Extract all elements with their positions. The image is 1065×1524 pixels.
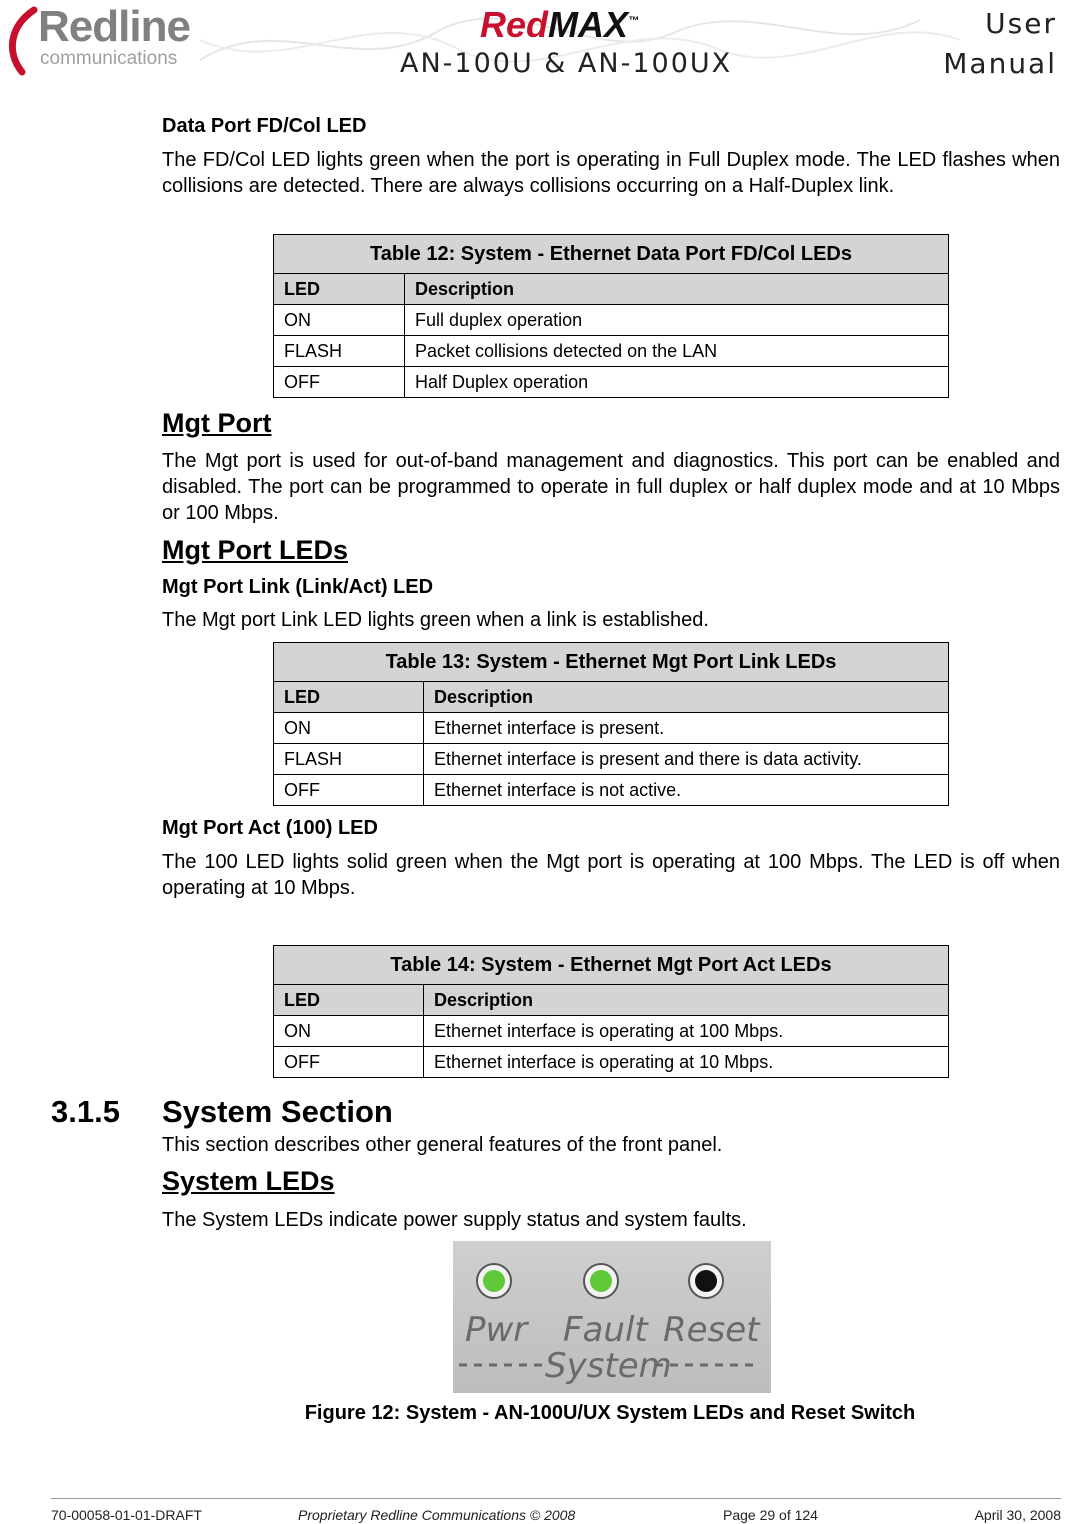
mgt-act-body: The 100 LED lights solid green when the Mgt port is operating at 100 Mbps. The LED is off when operating at 10 Mbps. [162,851,1060,899]
table-row: ON Ethernet interface is present. [274,713,949,744]
table-12 [273,234,949,398]
footer-divider [51,1498,1061,1499]
fdcol-heading: Data Port FD/Col LED [162,115,367,137]
section-title: System Section [162,1094,393,1129]
table-13-col-led: LED [274,682,424,713]
redmax-logo: RedMAX™ [480,4,640,45]
redline-wordmark: Redline [38,2,190,51]
pwr-led-icon [477,1264,511,1298]
mgt-port-leds-heading: Mgt Port LEDs [162,535,348,565]
product-title: AN-100U & AN-100UX [400,48,733,79]
mgt-link-heading: Mgt Port Link (Link/Act) LED [162,576,434,598]
mgt-port-body: The Mgt port is used for out-of-band management and diagnostics. This port can be enabled and disabled. The port can be programmed to operate in full duplex or half duplex mode and at 10 Mbps or 100 Mbps. [162,450,1060,524]
table-13-caption: Table 13: System - Ethernet Mgt Port Link LEDs [274,643,949,682]
table-12-col-description: Description [405,274,949,305]
system-leds-body: The System LEDs indicate power supply status and system faults. [162,1209,747,1231]
page-header [0,0,1065,95]
table-row: OFF Ethernet interface is operating at 10 Mbps. [274,1047,949,1078]
table-row: ON Ethernet interface is operating at 100 Mbps. [274,1016,949,1047]
table-14-col-led: LED [274,985,424,1016]
table-row: OFF Ethernet interface is not active. [274,775,949,806]
fault-led-icon [584,1264,618,1298]
system-leds-heading: System LEDs [162,1166,335,1196]
table-row: FLASH Ethernet interface is present and there is data activity. [274,744,949,775]
fault-label: Fault [563,1310,648,1350]
table-14 [273,945,949,1078]
table-14-caption: Table 14: System - Ethernet Mgt Port Act LEDs [274,946,949,985]
table-14-col-description: Description [424,985,949,1016]
footer-doc-id: 70-00058-01-01-DRAFT [51,1507,202,1523]
redline-logo [4,4,219,76]
mgt-act-heading: Mgt Port Act (100) LED [162,817,378,839]
mgt-port-heading: Mgt Port [162,408,272,438]
table-13-col-description: Description [424,682,949,713]
table-12-caption: Table 12: System - Ethernet Data Port FD/Col LEDs [274,235,949,274]
pwr-label: Pwr [465,1310,528,1350]
fdcol-body: The FD/Col LED lights green when the port is operating in Full Duplex mode. The LED flashes when collisions are detected. There are always collisions occurring on a Half-Duplex link. [162,149,1060,197]
redline-subtitle: communications [40,48,178,69]
table-13 [273,642,949,806]
figure-caption: Figure 12: System - AN-100U/UX System LEDs and Reset Switch [304,1402,916,1424]
footer-page: Page 29 of 124 [723,1507,818,1523]
section-intro: This section describes other general features of the front panel. [162,1134,723,1156]
footer-copyright: Proprietary Redline Communications © 2008 [298,1507,576,1523]
system-led-panel [453,1241,771,1393]
user-manual-label: User Manual [943,7,1057,80]
system-leds-figure [453,1241,771,1393]
table-row: ON Full duplex operation [274,305,949,336]
table-row: FLASH Packet collisions detected on the LAN [274,336,949,367]
table-row: OFF Half Duplex operation [274,367,949,398]
footer-date: April 30, 2008 [974,1507,1061,1523]
section-number: 3.1.5 [51,1094,120,1129]
system-group-label: System [545,1346,672,1386]
mgt-link-body: The Mgt port Link LED lights green when a link is established. [162,609,709,631]
reset-switch-icon[interactable] [689,1264,723,1298]
table-12-col-led: LED [274,274,405,305]
reset-label: Reset [663,1310,760,1350]
